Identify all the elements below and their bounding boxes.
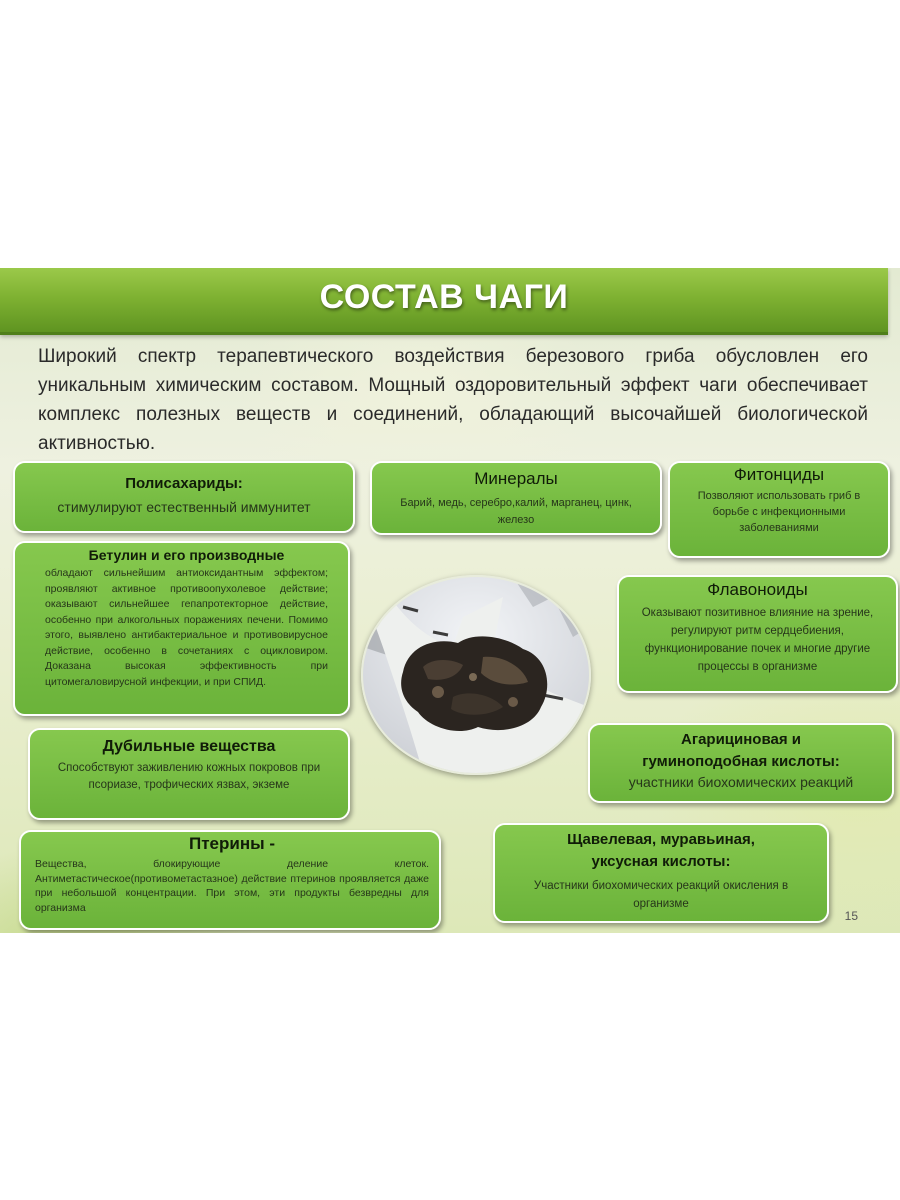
slide-title: СОСТАВ ЧАГИ: [319, 278, 569, 316]
polysaccharides-text: стимулируют естественный иммунитет: [57, 499, 311, 515]
box-pterins: [19, 830, 441, 930]
box-flavonoids: [617, 575, 898, 693]
betulin-text: обладают сильнейшим антиоксидантным эффектом; проявляют активное противоопухолевое действие; оказывают сильнейшее гепапротекторное действие, особенно при алкогольных поражениях печени. Помимо этого, выявлено антибактериальное и противовирусное действие, особенно в сочетаниях с оцикловиром. Доказана высокая эффективность при цитомегаловирусной инфекции, и при СПИД.: [45, 567, 328, 688]
minerals-text: Барий, медь, серебро,калий, марганец, цинк, железо: [400, 497, 632, 526]
acids-text: Участники биохомических реакций окисления в организме: [533, 880, 789, 910]
title-bar: [0, 268, 888, 335]
polysaccharides-title: Полисахариды:: [125, 475, 243, 492]
tannins-text: Способствуют заживлению кожных покровов при псориазе, трофических язвах, экземе: [57, 762, 321, 791]
box-polysaccharides: [13, 461, 355, 533]
agaric-title-line1: Агарициновая и: [681, 731, 801, 748]
acids-title-line1: Щавелевая, муравьиная,: [567, 831, 755, 848]
pterins-title: Птерины -: [188, 834, 275, 853]
box-agaric-acids: [588, 723, 894, 803]
box-organic-acids: [493, 823, 829, 923]
slide: [0, 268, 900, 933]
box-tannins: [28, 728, 350, 820]
page-number: 15: [844, 909, 858, 923]
phytoncides-title: Фитонциды: [733, 465, 825, 484]
box-betulin: [13, 541, 350, 716]
box-minerals: [370, 461, 662, 535]
box-phytoncides: [668, 461, 890, 558]
agaric-title-line2: гуминоподобная кислоты:: [642, 753, 840, 770]
flavonoids-text: Оказывают позитивное влияние на зрение, регулируют ритм сердцебиения, функционирование почек и многие другие процессы в организме: [641, 607, 874, 673]
betulin-title: Бетулин и его производные: [88, 547, 285, 563]
phytoncides-text: Позволяют использовать гриб в борьбе с инфекционными заболеваниями: [697, 490, 861, 534]
agaric-text: участники биохомических реакций: [628, 774, 854, 790]
minerals-title: Минералы: [474, 469, 558, 488]
acids-title-line2: уксусная кислоты:: [591, 853, 731, 870]
pterins-text: Вещества, блокирующие деление клеток. Антиметастическое(противометастазное) действие птеринов проявляется даже при небольшой концентрации. При этом, эти продукты безвредны для организма: [35, 858, 429, 914]
tannins-title: Дубильные вещества: [102, 738, 276, 755]
chaga-mushroom-image: [363, 577, 589, 773]
intro-paragraph: Широкий спектр терапевтического воздействия березового гриба обусловлен его уникальным химическим составом. Мощный оздоровительный эффект чаги обеспечивает комплекс полезных веществ и соединений, обладающий высочайшей биологической активностью.: [38, 346, 868, 454]
flavonoids-title: Флавоноиды: [707, 580, 808, 599]
chaga-photo: [361, 575, 591, 775]
